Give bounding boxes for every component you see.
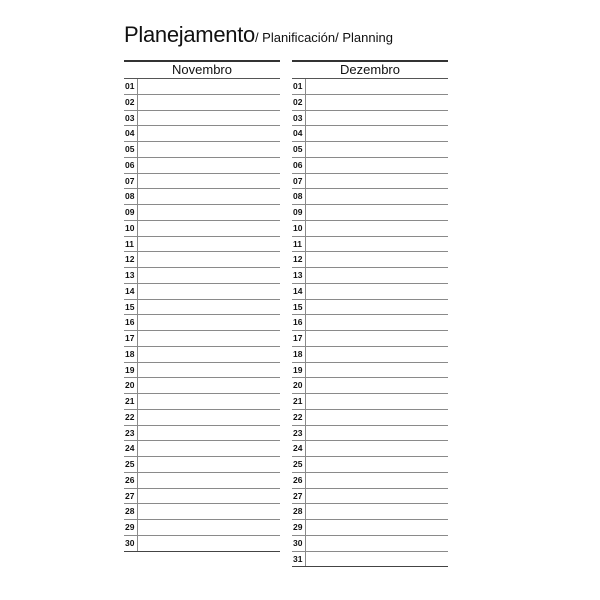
day-number: 26 [292, 473, 306, 488]
day-writing-line[interactable] [138, 331, 280, 346]
day-row[interactable] [292, 189, 448, 205]
day-row[interactable] [292, 111, 448, 127]
day-number: 13 [124, 268, 138, 283]
day-row[interactable] [124, 504, 280, 520]
day-row[interactable] [124, 441, 280, 457]
day-number: 11 [124, 237, 138, 252]
day-number: 31 [292, 552, 306, 567]
day-writing-line[interactable] [306, 158, 448, 173]
day-row[interactable] [292, 237, 448, 253]
day-writing-line[interactable] [138, 142, 280, 157]
day-number: 24 [292, 441, 306, 456]
day-writing-line[interactable] [138, 300, 280, 315]
day-writing-line[interactable] [138, 126, 280, 141]
day-writing-line[interactable] [138, 268, 280, 283]
day-number: 20 [124, 378, 138, 393]
day-row[interactable] [292, 142, 448, 158]
day-row[interactable] [292, 331, 448, 347]
day-writing-line[interactable] [138, 457, 280, 472]
day-number: 28 [124, 504, 138, 519]
day-number: 14 [292, 284, 306, 299]
day-number: 16 [292, 315, 306, 330]
day-writing-line[interactable] [138, 504, 280, 519]
day-row[interactable] [292, 536, 448, 552]
day-number: 10 [292, 221, 306, 236]
day-number: 11 [292, 237, 306, 252]
day-number: 05 [124, 142, 138, 157]
day-row[interactable] [292, 221, 448, 237]
day-writing-line[interactable] [138, 315, 280, 330]
day-writing-line[interactable] [306, 300, 448, 315]
day-row[interactable] [292, 378, 448, 394]
day-row[interactable] [292, 363, 448, 379]
day-number: 08 [292, 189, 306, 204]
day-row[interactable] [124, 205, 280, 221]
day-row[interactable] [124, 520, 280, 536]
day-number: 12 [124, 252, 138, 267]
day-number: 30 [292, 536, 306, 551]
day-writing-line[interactable] [306, 111, 448, 126]
day-row[interactable] [124, 473, 280, 489]
day-row[interactable] [124, 489, 280, 505]
day-writing-line[interactable] [306, 426, 448, 441]
day-number: 03 [124, 111, 138, 126]
day-number: 18 [292, 347, 306, 362]
day-number: 15 [292, 300, 306, 315]
day-number: 18 [124, 347, 138, 362]
day-row[interactable] [292, 174, 448, 190]
day-number: 29 [292, 520, 306, 535]
day-writing-line[interactable] [306, 489, 448, 504]
day-row[interactable] [292, 284, 448, 300]
day-number: 21 [124, 394, 138, 409]
day-row[interactable] [124, 410, 280, 426]
day-number: 27 [124, 489, 138, 504]
day-number: 23 [124, 426, 138, 441]
month-header: Novembro [124, 60, 280, 79]
day-writing-line[interactable] [306, 126, 448, 141]
day-number: 12 [292, 252, 306, 267]
day-row[interactable] [292, 520, 448, 536]
day-row[interactable] [292, 252, 448, 268]
day-number: 25 [124, 457, 138, 472]
month-column-november [124, 60, 280, 552]
day-number: 27 [292, 489, 306, 504]
day-writing-line[interactable] [306, 552, 448, 567]
day-writing-line[interactable] [138, 394, 280, 409]
day-writing-line[interactable] [306, 410, 448, 425]
day-row[interactable] [124, 111, 280, 127]
day-number: 14 [124, 284, 138, 299]
day-number: 06 [292, 158, 306, 173]
day-row[interactable] [292, 473, 448, 489]
day-row[interactable] [124, 331, 280, 347]
title-subtitle: / Planificación/ Planning [254, 30, 393, 45]
day-number: 21 [292, 394, 306, 409]
day-writing-line[interactable] [138, 79, 280, 94]
day-writing-line[interactable] [306, 221, 448, 236]
day-row[interactable] [292, 315, 448, 331]
day-writing-line[interactable] [138, 347, 280, 362]
page-title [124, 24, 393, 46]
day-number: 06 [124, 158, 138, 173]
day-writing-line[interactable] [138, 426, 280, 441]
day-writing-line[interactable] [306, 174, 448, 189]
day-row[interactable] [124, 252, 280, 268]
day-writing-line[interactable] [138, 489, 280, 504]
day-number: 10 [124, 221, 138, 236]
day-writing-line[interactable] [306, 237, 448, 252]
day-writing-line[interactable] [306, 363, 448, 378]
day-number: 02 [292, 95, 306, 110]
day-number: 25 [292, 457, 306, 472]
day-row[interactable] [124, 363, 280, 379]
month-column-december [292, 60, 448, 567]
day-number: 29 [124, 520, 138, 535]
day-writing-line[interactable] [306, 205, 448, 220]
day-writing-line[interactable] [306, 378, 448, 393]
day-writing-line[interactable] [306, 189, 448, 204]
day-row[interactable] [124, 189, 280, 205]
day-writing-line[interactable] [138, 158, 280, 173]
day-row[interactable] [292, 426, 448, 442]
day-writing-line[interactable] [306, 268, 448, 283]
day-number: 05 [292, 142, 306, 157]
day-writing-line[interactable] [138, 378, 280, 393]
day-writing-line[interactable] [138, 441, 280, 456]
day-writing-line[interactable] [138, 520, 280, 535]
day-number: 04 [124, 126, 138, 141]
day-number: 08 [124, 189, 138, 204]
day-writing-line[interactable] [138, 221, 280, 236]
day-writing-line[interactable] [306, 504, 448, 519]
day-number: 16 [124, 315, 138, 330]
day-writing-line[interactable] [138, 536, 280, 551]
day-row[interactable] [124, 268, 280, 284]
day-row[interactable] [292, 489, 448, 505]
day-row[interactable] [292, 441, 448, 457]
day-number: 07 [124, 174, 138, 189]
day-row[interactable] [292, 410, 448, 426]
day-row[interactable] [124, 394, 280, 410]
day-number: 09 [124, 205, 138, 220]
title-main: Planejamento [124, 22, 255, 47]
day-writing-line[interactable] [138, 111, 280, 126]
day-number: 23 [292, 426, 306, 441]
day-writing-line[interactable] [306, 347, 448, 362]
day-number: 20 [292, 378, 306, 393]
day-row[interactable] [292, 394, 448, 410]
day-writing-line[interactable] [306, 394, 448, 409]
day-writing-line[interactable] [306, 252, 448, 267]
day-writing-line[interactable] [138, 237, 280, 252]
day-list-november [124, 79, 280, 552]
day-writing-line[interactable] [306, 536, 448, 551]
day-row[interactable] [124, 457, 280, 473]
day-number: 04 [292, 126, 306, 141]
day-number: 02 [124, 95, 138, 110]
day-writing-line[interactable] [138, 410, 280, 425]
day-writing-line[interactable] [138, 473, 280, 488]
day-row[interactable] [292, 126, 448, 142]
day-writing-line[interactable] [306, 457, 448, 472]
day-row[interactable] [124, 221, 280, 237]
day-row[interactable] [124, 142, 280, 158]
day-writing-line[interactable] [138, 95, 280, 110]
day-number: 03 [292, 111, 306, 126]
day-row[interactable] [124, 347, 280, 363]
day-row[interactable] [124, 426, 280, 442]
day-number: 01 [124, 79, 138, 94]
day-row[interactable] [292, 95, 448, 111]
day-number: 07 [292, 174, 306, 189]
day-row[interactable] [124, 284, 280, 300]
day-row[interactable] [124, 79, 280, 95]
day-number: 17 [292, 331, 306, 346]
day-row[interactable] [292, 205, 448, 221]
day-writing-line[interactable] [138, 174, 280, 189]
day-writing-line[interactable] [138, 284, 280, 299]
day-number: 09 [292, 205, 306, 220]
day-writing-line[interactable] [138, 205, 280, 220]
day-number: 01 [292, 79, 306, 94]
day-list-december [292, 79, 448, 567]
day-writing-line[interactable] [306, 520, 448, 535]
day-row[interactable] [292, 79, 448, 95]
day-writing-line[interactable] [306, 315, 448, 330]
day-number: 30 [124, 536, 138, 551]
day-row[interactable] [124, 237, 280, 253]
day-writing-line[interactable] [306, 79, 448, 94]
day-writing-line[interactable] [138, 252, 280, 267]
day-number: 19 [292, 363, 306, 378]
day-number: 28 [292, 504, 306, 519]
day-row[interactable] [292, 552, 448, 568]
day-writing-line[interactable] [306, 284, 448, 299]
day-row[interactable] [124, 378, 280, 394]
day-row[interactable] [292, 158, 448, 174]
day-writing-line[interactable] [138, 363, 280, 378]
day-writing-line[interactable] [306, 142, 448, 157]
day-number: 22 [292, 410, 306, 425]
day-writing-line[interactable] [306, 95, 448, 110]
day-number: 13 [292, 268, 306, 283]
day-row[interactable] [124, 126, 280, 142]
day-number: 15 [124, 300, 138, 315]
day-number: 22 [124, 410, 138, 425]
day-number: 24 [124, 441, 138, 456]
day-row[interactable] [124, 536, 280, 552]
day-row[interactable] [292, 347, 448, 363]
day-row[interactable] [292, 268, 448, 284]
day-number: 17 [124, 331, 138, 346]
day-row[interactable] [124, 158, 280, 174]
day-writing-line[interactable] [306, 441, 448, 456]
day-row[interactable] [124, 95, 280, 111]
day-row[interactable] [292, 300, 448, 316]
day-row[interactable] [124, 174, 280, 190]
day-writing-line[interactable] [138, 189, 280, 204]
day-row[interactable] [292, 457, 448, 473]
day-writing-line[interactable] [306, 331, 448, 346]
day-number: 19 [124, 363, 138, 378]
day-row[interactable] [124, 300, 280, 316]
day-row[interactable] [124, 315, 280, 331]
month-header: Dezembro [292, 60, 448, 79]
day-row[interactable] [292, 504, 448, 520]
day-writing-line[interactable] [306, 473, 448, 488]
day-number: 26 [124, 473, 138, 488]
